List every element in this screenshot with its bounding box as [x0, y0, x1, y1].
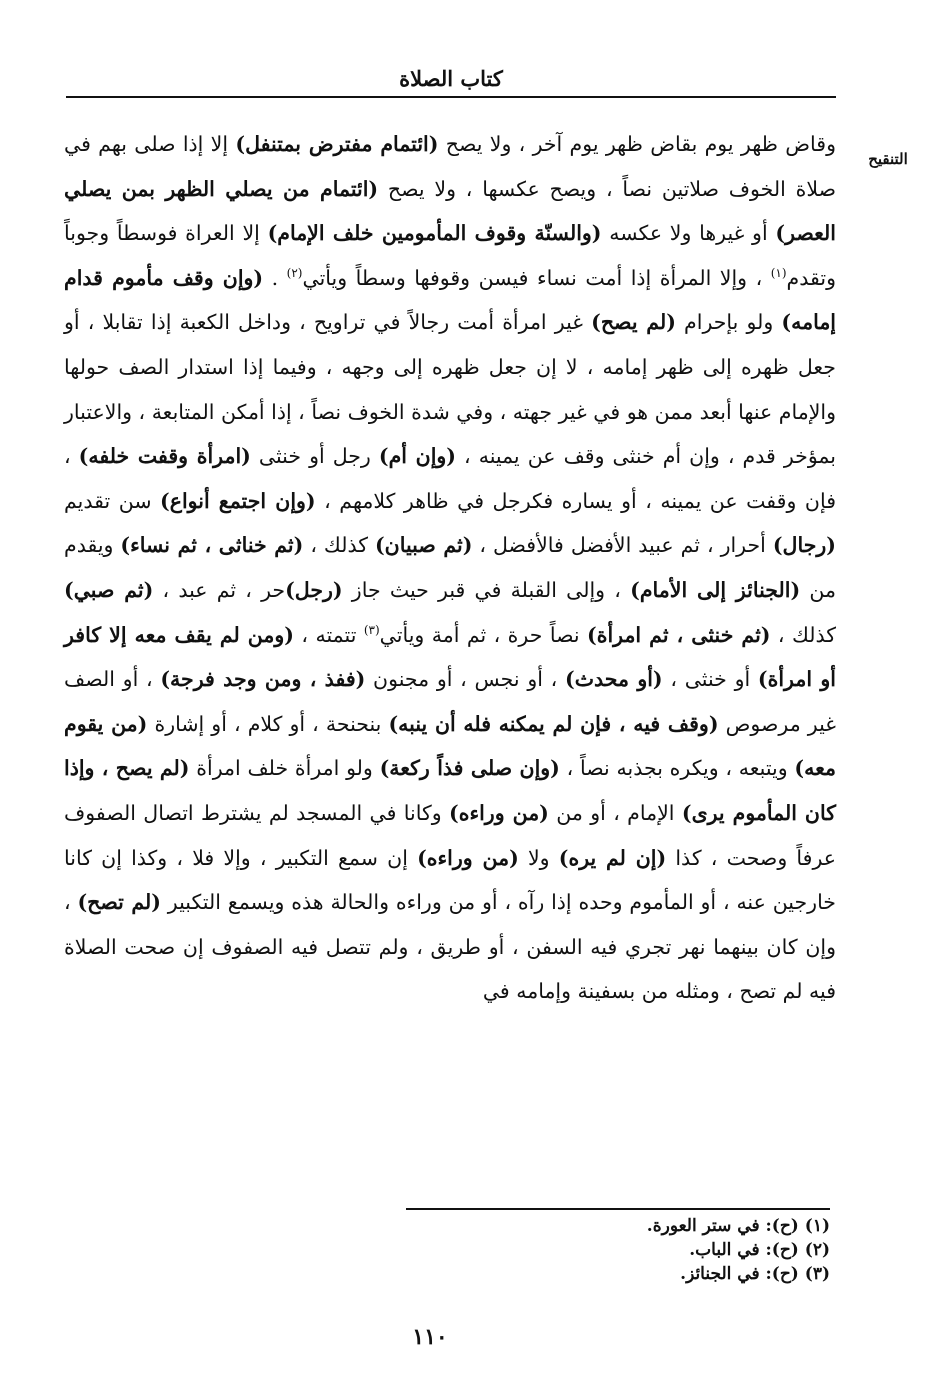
- bold-term: (من وراءه): [449, 800, 549, 825]
- text-run: كذلك ،: [770, 622, 837, 647]
- bold-term: (لم يصح): [591, 310, 676, 335]
- bold-term: (رجال): [772, 533, 836, 558]
- bold-term: (من يقوم معه): [64, 711, 836, 781]
- text-run: ، وإن كان بينهما نهر تجري فيه السفن ، أو طريق ، ولم تتصل فيه الصفوف إن صحت الصلاة فيه لم تصح ، ومثله من بسفينة وإمامه في: [64, 890, 836, 1004]
- text-run: ، وإلى القبلة في قبر حيث جاز: [342, 577, 631, 602]
- text-run: ولا: [518, 845, 559, 870]
- text-run: كذلك ،: [303, 533, 375, 558]
- text-run: أو خنثى ،: [662, 667, 758, 692]
- text-run: أو غيرها ولا عكسه: [601, 221, 776, 246]
- text-run: ، أو الصف غير مرصوص: [64, 667, 837, 736]
- footnote-3: (٣) (ح): في الجنائز.: [680, 1264, 830, 1284]
- bold-term: (إن لم يره): [558, 845, 667, 870]
- bold-term: (والسنّة وقوف المأمومين خلف الإمام): [267, 221, 602, 246]
- bold-term: (من وراءه): [417, 845, 519, 870]
- text-run: ويقدم من: [64, 533, 836, 602]
- footnote-divider: [406, 1208, 830, 1210]
- page-header: [66, 64, 836, 98]
- text-run: تتمته ،: [294, 622, 364, 647]
- text-run: ، فإن وقفت عن يمينه ، أو يساره فكرجل في ظاهر كلامهم ،: [64, 444, 837, 513]
- footnotes-list: [400, 1214, 830, 1286]
- bold-term: (وإن أم): [378, 444, 456, 469]
- bold-term: (ائتمام مفترض بمتنفل): [235, 132, 439, 156]
- bold-term: (ومن لم يقف معه إلا كافر أو امرأة): [64, 622, 836, 692]
- bold-term: (لم تصح): [77, 890, 161, 915]
- text-run: .: [263, 265, 287, 290]
- text-run: ولو امرأة خلف امرأة: [189, 756, 380, 781]
- page-header-title: كتاب الصلاة: [399, 66, 503, 91]
- bold-term: (ثم صبيان): [374, 533, 473, 558]
- text-run: إلا العراة فوسطاً وجوباً وتقدم: [64, 221, 836, 290]
- bold-term: (ثم صبي): [64, 577, 154, 602]
- bold-term: (ثم خنثى ، ثم امرأة): [587, 622, 771, 647]
- bold-term: (وقف فيه ، فإن لم يمكنه فله أن ينبه): [388, 711, 719, 736]
- bold-term: (رجل): [285, 577, 343, 602]
- bold-term: (وإن وقف مأموم قدام إمامه): [64, 265, 836, 335]
- text-run: وكانا في المسجد لم يشترط اتصال الصفوف عرفاً وصحت ، كذا: [64, 800, 837, 870]
- bold-term: (وإن اجتمع أنواع): [160, 488, 316, 513]
- text-run: ويتبعه ، ويكره بجذبه نصاً ،: [559, 756, 795, 781]
- text-run: نصاً حرة ، ثم أمة ويأتي: [379, 622, 587, 647]
- text-run: الإمام ، أو من: [548, 800, 682, 825]
- main-text: [64, 122, 836, 1014]
- text-run: ، أو نجس ، أو مجنون: [365, 667, 566, 692]
- margin-label: التنقيح: [868, 150, 908, 168]
- text-run: غير امرأة أمت رجالاً في تراويح ، وداخل الكعبة إذا تقابلا ، أو جعل ظهره إلى ظهر إمامه ، لا إن جعل ظهره إلى وجهه ، وفيما إذا استدار الصف حولها والإمام عنها أبعد ممن هو في غير جهته ، وفي شدة الخوف نصاً ، إذا أمكن المتابعة ، والاعتبار بمؤخر قدم ، وإن أم خنثى وقف عن يمينه ،: [64, 310, 836, 469]
- bold-term: (الجنائز إلى الأمام): [630, 577, 801, 602]
- text-run: بنحنحة ، أو كلام ، أو إشارة: [147, 711, 389, 736]
- footnote-1: (١) (ح): في ستر العورة.: [646, 1216, 830, 1236]
- text-run: رجل أو خنثى: [250, 444, 379, 469]
- bold-term: (ففذ ، ومن وجد فرجة): [160, 667, 366, 692]
- bold-term: (ائتمام من يصلي الظهر بمن يصلي العصر): [64, 176, 836, 246]
- text-run: ، وإلا المرأة إذا أمت نساء فيسن وقوفها وسطاً ويأتي: [302, 265, 771, 290]
- text-run: وقاض ظهر يوم بقاض ظهر يوم آخر ، ولا يصح: [438, 132, 836, 156]
- footnote-ref: (٢): [286, 265, 303, 280]
- footnote-2: (٢) (ح): في الباب.: [689, 1240, 830, 1260]
- text-run: ولو بإحرام: [675, 310, 782, 335]
- bold-term: (ثم خناثى ، ثم نساء): [120, 533, 304, 558]
- text-run: أحرار ، ثم عبيد الأفضل فالأفضل ،: [472, 533, 773, 558]
- bold-term: (أو محدث): [565, 667, 663, 692]
- bold-term: (امرأة وقفت خلفه): [78, 444, 251, 469]
- bold-term: (وإن صلى فذاً ركعة): [379, 756, 560, 781]
- footnote-ref: (٣): [363, 622, 380, 637]
- text-run: إلا إذا صلى بهم في صلاة الخوف صلاتين نصاً ، ويصح عكسها ، ولا يصح: [64, 132, 836, 201]
- page-number: ١١٠: [412, 1324, 448, 1350]
- bold-term: (لم يصح ، وإذا كان المأموم يرى): [64, 756, 836, 825]
- footnote-ref: (١): [770, 265, 787, 280]
- text-run: سن تقديم: [64, 488, 161, 513]
- text-run: إن سمع التكبير ، وإلا فلا ، وكذا إن كانا خارجين عنه ، أو المأموم وحده إذا رآه ، أو من وراءه والحالة هذه ويسمع التكبير: [64, 845, 836, 915]
- text-run: حر ، ثم عبد ،: [153, 577, 286, 602]
